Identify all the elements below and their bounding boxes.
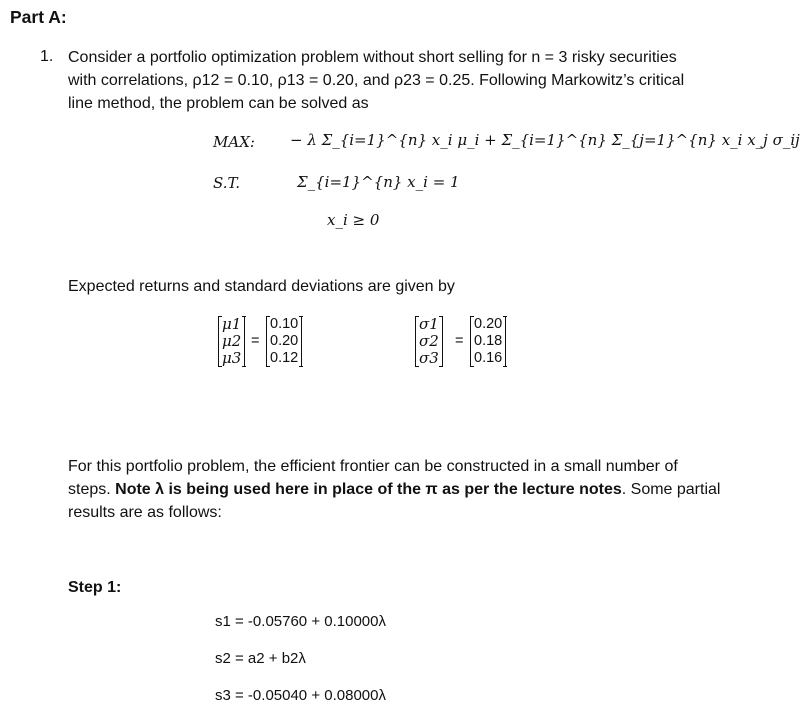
step-s3: s3 = -0.05040 + 0.08000λ xyxy=(215,687,386,704)
frontier-line-2-end: . Some partial xyxy=(621,481,721,498)
sigma-value-1: 0.20 xyxy=(474,316,503,332)
step-label: Step 1: xyxy=(68,579,122,596)
budget-constraint: Σ_{i=1}^{n} x_i = 1 xyxy=(297,173,460,191)
question-line-1: Consider a portfolio optimization problem without short selling for n = 3 risky securities xyxy=(68,49,677,66)
part-heading: Part A: xyxy=(10,7,67,27)
frontier-line-1: For this portfolio problem, the efficient frontier can be constructed in a small number of xyxy=(68,458,678,475)
sigma-3: σ3 xyxy=(419,349,439,367)
question-line-3: line method, the problem can be solved as xyxy=(68,95,369,112)
mu-1: μ1 xyxy=(222,315,242,333)
mu-value-2: 0.20 xyxy=(270,333,299,349)
frontier-text xyxy=(68,455,720,524)
frontier-line-2 xyxy=(68,478,720,501)
max-label: MAX: xyxy=(213,133,255,151)
sigma-value-2: 0.18 xyxy=(474,333,503,349)
expected-returns-text: Expected returns and standard deviations are given by xyxy=(68,278,455,295)
question-line-2: with correlations, ρ12 = 0.10, ρ13 = 0.20, and ρ23 = 0.25. Following Markowitz’s critical xyxy=(68,72,685,89)
frontier-line-2-start: steps. xyxy=(68,481,111,498)
question-text xyxy=(68,46,684,115)
mu-value-1: 0.10 xyxy=(270,316,299,332)
mu-value-3: 0.12 xyxy=(270,350,299,366)
sigma-value-vector xyxy=(470,316,506,367)
question-number: 1. xyxy=(40,48,54,65)
lambda-note: Note λ is being used here in place of the π as per the lecture notes xyxy=(115,481,622,498)
objective-function: − λ Σ_{i=1}^{n} x_i μ_i + Σ_{i=1}^{n} Σ_{j=1}^{n} x_i x_j σ_ij xyxy=(290,131,800,149)
nonnegativity-constraint: x_i ≥ 0 xyxy=(327,211,380,229)
step-s1: s1 = -0.05760 + 0.10000λ xyxy=(215,613,386,630)
frontier-line-3: results are as follows: xyxy=(68,504,222,521)
mu-2: μ2 xyxy=(222,332,242,350)
sigma-symbol-vector xyxy=(415,316,443,367)
sigma-1: σ1 xyxy=(419,315,439,333)
step-s2: s2 = a2 + b2λ xyxy=(215,650,306,667)
st-label: S.T. xyxy=(213,174,241,192)
sigma-value-3: 0.16 xyxy=(474,350,503,366)
equals-sign: = xyxy=(455,333,464,349)
mu-3: μ3 xyxy=(222,349,242,367)
equals-sign: = xyxy=(251,333,260,349)
mu-value-vector xyxy=(266,316,302,367)
sigma-2: σ2 xyxy=(419,332,439,350)
mu-symbol-vector xyxy=(218,316,245,367)
